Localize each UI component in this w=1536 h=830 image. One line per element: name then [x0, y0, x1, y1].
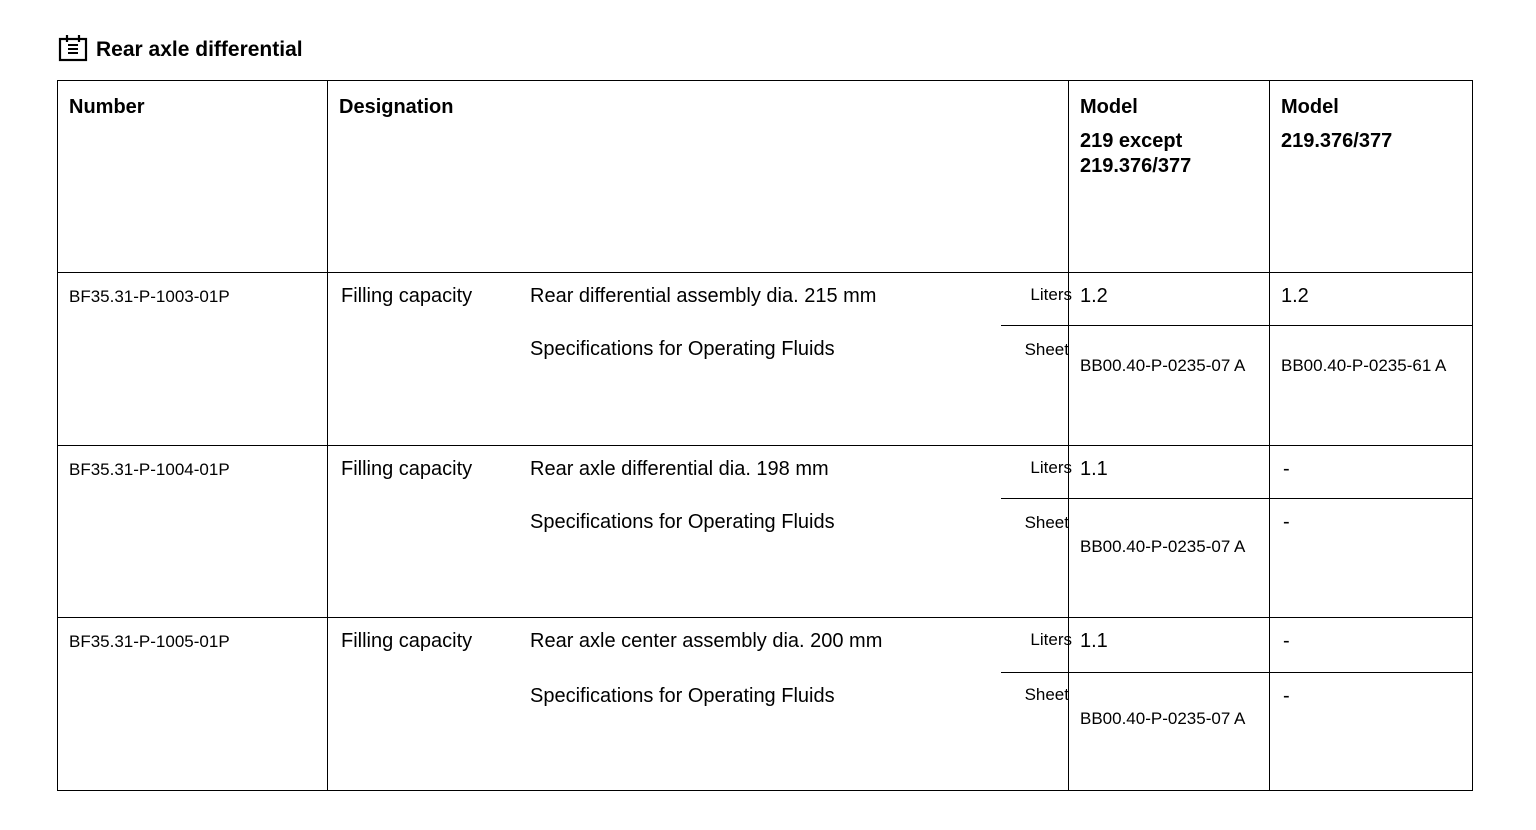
designation-label: Filling capacity: [341, 458, 473, 480]
model-1-cell: [1069, 446, 1270, 618]
unit-liters: Liters: [1030, 458, 1072, 477]
section-title: Rear axle differential: [96, 38, 303, 61]
row-number: BF35.31-P-1004-01P: [58, 446, 328, 618]
row-divider: [1270, 672, 1472, 673]
model-2-liters: -: [1283, 630, 1290, 652]
header-model-1-label: Model: [1080, 96, 1138, 118]
row-divider: [1001, 498, 1068, 499]
row-divider: [1270, 498, 1472, 499]
table-row: [58, 273, 1473, 446]
model-1-liters: 1.1: [1080, 630, 1108, 652]
row-designation: [328, 446, 1072, 618]
model-1-cell: [1069, 273, 1270, 446]
row-designation: [328, 618, 1072, 791]
header-model-2: [1270, 81, 1473, 273]
capacity-description: Rear differential assembly dia. 215 mm: [530, 285, 877, 307]
header-model-1: [1069, 81, 1270, 273]
model-1-liters: 1.1: [1080, 458, 1108, 480]
row-divider: [1069, 325, 1269, 326]
unit-liters: Liters: [1030, 285, 1072, 304]
model-2-liters: 1.2: [1281, 285, 1309, 307]
row-divider: [1069, 498, 1269, 499]
model-2-sheet: -: [1283, 685, 1290, 707]
row-divider: [1069, 672, 1269, 673]
model-2-cell: [1270, 273, 1473, 446]
unit-sheet: Sheet: [1024, 685, 1069, 704]
unit-liters: Liters: [1030, 630, 1072, 649]
model-1-sheet: BB00.40-P-0235-07 A: [1080, 356, 1246, 375]
model-2-sheet: -: [1283, 511, 1290, 533]
model-2-liters: -: [1283, 458, 1290, 480]
model-1-sheet: BB00.40-P-0235-07 A: [1080, 537, 1246, 556]
table-row: [58, 618, 1473, 791]
header-model-2-label: Model: [1281, 96, 1339, 118]
row-designation: [328, 273, 1072, 446]
model-2-cell: [1270, 618, 1473, 791]
designation-label: Filling capacity: [341, 630, 473, 652]
model-2-cell: [1270, 446, 1473, 618]
model-1-sheet: BB00.40-P-0235-07 A: [1080, 709, 1246, 728]
unit-sheet: Sheet: [1024, 340, 1069, 359]
header-designation: Designation: [328, 81, 1069, 273]
unit-sheet: Sheet: [1024, 513, 1069, 532]
filling-capacity-table: [57, 80, 1473, 791]
model-2-sheet: BB00.40-P-0235-61 A: [1281, 356, 1447, 375]
row-number: BF35.31-P-1003-01P: [58, 273, 328, 446]
model-1-liters: 1.2: [1080, 285, 1108, 307]
row-number: BF35.31-P-1005-01P: [58, 618, 328, 791]
row-divider: [1001, 325, 1068, 326]
document-calendar-icon: [58, 34, 88, 62]
table-header-row: [58, 81, 1473, 273]
header-model-1-value: 219 except 219.376/377: [1080, 130, 1192, 177]
model-1-cell: [1069, 618, 1270, 791]
spec-description: Specifications for Operating Fluids: [530, 685, 835, 707]
section-header: [58, 32, 303, 64]
spec-description: Specifications for Operating Fluids: [530, 511, 835, 533]
row-divider: [1270, 325, 1472, 326]
table-row: [58, 446, 1473, 618]
capacity-description: Rear axle differential dia. 198 mm: [530, 458, 829, 480]
capacity-description: Rear axle center assembly dia. 200 mm: [530, 630, 883, 652]
row-divider: [1001, 672, 1068, 673]
header-model-2-value: 219.376/377: [1281, 130, 1393, 152]
designation-label: Filling capacity: [341, 285, 473, 307]
spec-description: Specifications for Operating Fluids: [530, 338, 835, 360]
header-number: Number: [58, 81, 328, 273]
